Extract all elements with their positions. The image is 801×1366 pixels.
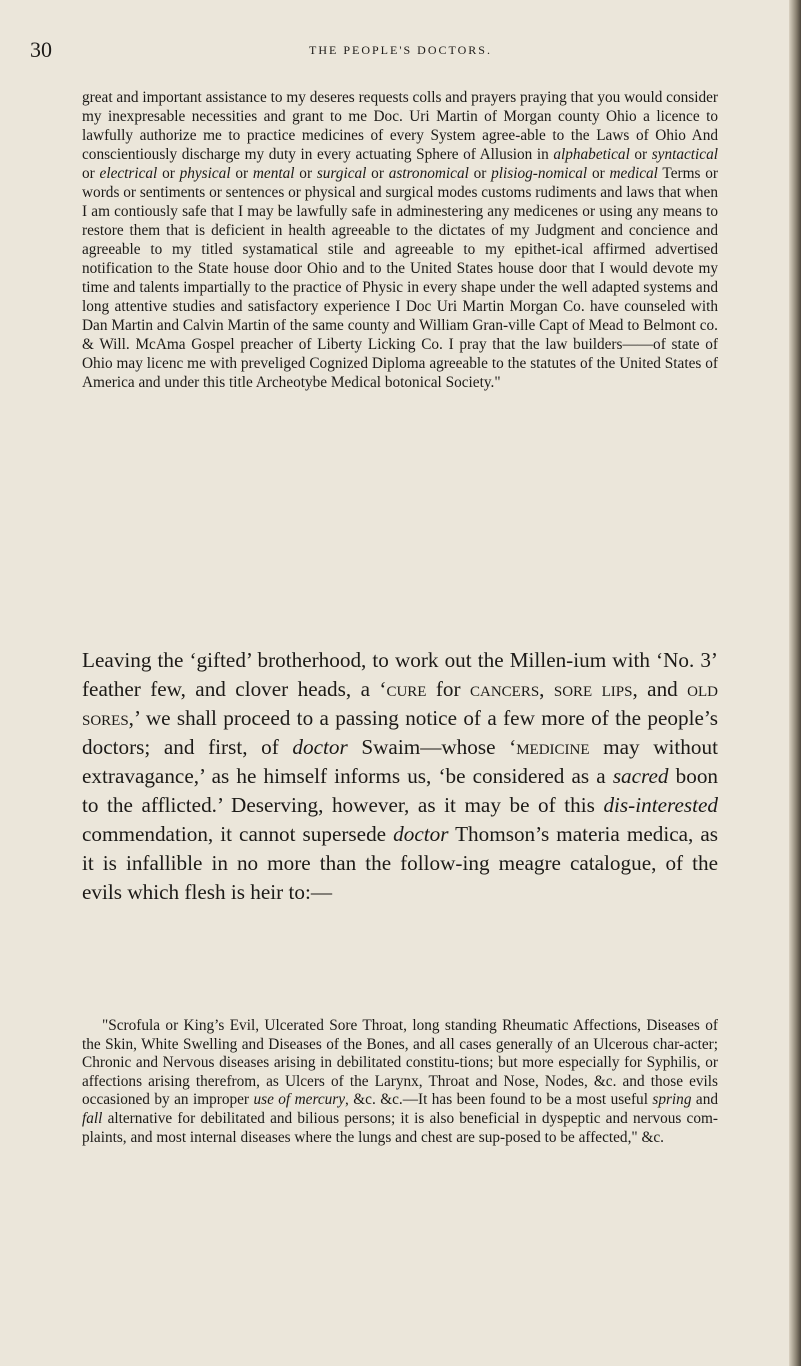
page-header [30, 37, 771, 67]
quoted-petition: great and important assistance to my deseres requests colls and prayers praying that you would consider my inexpresable necessities and grant to me Doc. Uri Martin of Morgan county Ohio a licence to lawfully authorize me to practice medicines of every System agree-able to the Laws of Ohio And conscientiously discharge my duty in every actuating Sphere of Allusion in alphabetical or syntactical or electrical or physical or mental or surgical or astronomical or plisiog-nomical or medical Terms or words or sentiments or sentences or physical and surgical modes customs rudiments and laws that when I am contiously safe that I may be lawfully safe in adminestering any medicenes or using any means to restore them that is deficient in health agreeable to the dictates of my Judgment and concience and agreeable to my titled systamatical stile and agreeable to my epithet-ical affirmed advertised notification to the State house door Ohio and to the United States house door that I would devote my time and talents impartially to the practice of Physic in every shape under the well adapted systems and long attentive studies and satisfactory experience I Doc Uri Martin Morgan Co. have counseled with Dan Martin and Calvin Martin of the same county and William Gran-ville Capt of Mead to Belmont co. & Will. McAma Gospel preacher of Liberty Licking Co. I pray that the law builders——of state of Ohio may licenc me with preveliged Cognized Diploma agreeable to the statutes of the United States of America and under this title Archeotybe Medical botonical Society." [82, 89, 718, 391]
running-title: THE PEOPLE'S DOCTORS. [309, 43, 492, 57]
body-paragraph: Leaving the ‘gifted’ brotherhood, to work out the Millen-ium with ‘No. 3’ feather few, and clover heads, a ‘cure for cancers, sore lips, and old sores,’ we shall proceed to a passing notice of a few more of the people’s doctors; and first, of doctor Swaim—whose ‘medicine may without extravagance,’ as he himself informs us, ‘be considered as a sacred boon to the afflicted.’ Deserving, however, as it may be of this dis-interested commendation, it cannot supersede doctor Thomson’s materia medica, as it is infallible in no more than the follow-ing meagre catalogue, of the evils which flesh is heir to:— [82, 648, 719, 904]
page-number: 30 [30, 37, 52, 62]
quoted-advertisement: "Scrofula or King’s Evil, Ulcerated Sore Throat, long standing Rheumatic Affections, Diseases of the Skin, White Swelling and Diseases of the Bones, and all cases generally of an Ulcerous char-acter; Chronic and Nervous diseases arising in debilitated constitu-tions; but more especially for Syphilis, or affections arising therefrom, as Ulcers of the Larynx, Throat and Nose, Nodes, &c. and those evils occasioned by an improper use of mercury, &c. &c.—It has been found to be a most useful spring and fall alternative for debilitated and bilious persons; it is also beneficial in dyspeptic and nervous com-plaints, and most internal diseases where the lungs and chest are sup-posed to be affected," &c. [82, 1017, 718, 1146]
book-spine-shadow [789, 0, 801, 1366]
